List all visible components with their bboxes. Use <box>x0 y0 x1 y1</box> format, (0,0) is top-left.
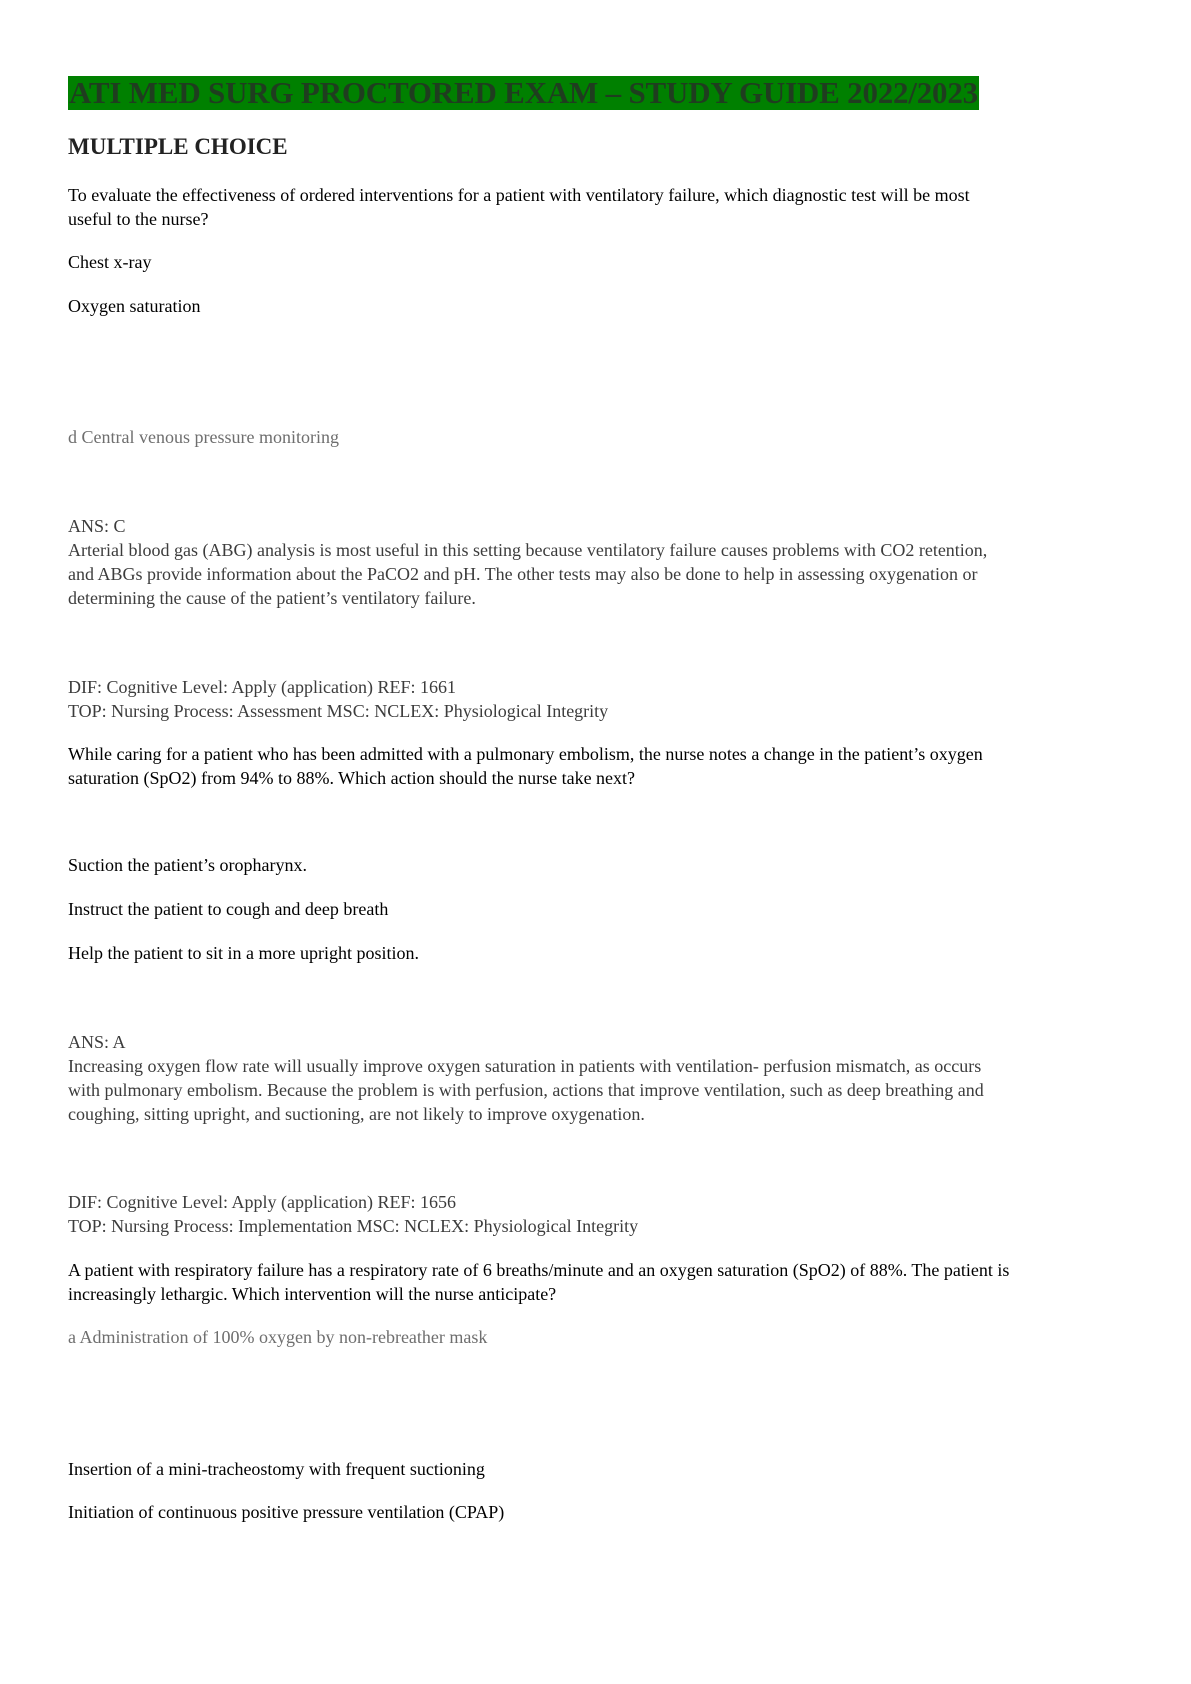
question-1-rationale-line-1: Arterial blood gas (ABG) analysis is most useful in this setting because ventilatory failure causes problems with CO2 retention, <box>68 540 988 560</box>
question-1-option-3: d Central venous pressure monitoring <box>68 427 339 447</box>
question-3-option-2: Insertion of a mini-tracheostomy with frequent suctioning <box>68 1459 485 1479</box>
question-1-option-2: Oxygen saturation <box>68 296 201 316</box>
question-2-option-3: Help the patient to sit in a more upright position. <box>68 943 419 963</box>
question-2-meta-line-1: DIF: Cognitive Level: Apply (application) REF: 1656 <box>68 1192 456 1212</box>
question-2-answer: ANS: A <box>68 1032 126 1052</box>
section-heading: MULTIPLE CHOICE <box>68 134 288 159</box>
question-1-rationale-line-2: and ABGs provide information about the PaCO2 and pH. The other tests may also be done to help in assessing oxygenation or <box>68 564 978 584</box>
question-3-stem-line-1: A patient with respiratory failure has a respiratory rate of 6 breaths/minute and an oxygen saturation (SpO2) of 88%. The patient is <box>68 1260 1010 1280</box>
question-3-stem-line-2: increasingly lethargic. Which intervention will the nurse anticipate? <box>68 1284 557 1304</box>
question-1-meta-line-1: DIF: Cognitive Level: Apply (application) REF: 1661 <box>68 677 456 697</box>
question-1-option-1: Chest x-ray <box>68 252 152 272</box>
question-2-stem-line-1: While caring for a patient who has been admitted with a pulmonary embolism, the nurse notes a change in the patient’s oxygen <box>68 744 983 764</box>
question-2-option-2: Instruct the patient to cough and deep breath <box>68 899 389 919</box>
question-2-meta-line-2: TOP: Nursing Process: Implementation MSC: NCLEX: Physiological Integrity <box>68 1216 639 1236</box>
question-2-rationale-line-3: coughing, sitting upright, and suctioning, are not likely to improve oxygenation. <box>68 1104 645 1124</box>
question-2-rationale-line-2: with pulmonary embolism. Because the problem is with perfusion, actions that improve ventilation, such as deep breathing and <box>68 1080 984 1100</box>
question-1-meta-line-2: TOP: Nursing Process: Assessment MSC: NCLEX: Physiological Integrity <box>68 701 609 721</box>
question-1-stem-line-1: To evaluate the effectiveness of ordered interventions for a patient with ventilatory failure, which diagnostic test will be most <box>68 185 970 205</box>
question-1-stem-line-2: useful to the nurse? <box>68 209 209 229</box>
question-1-answer: ANS: C <box>68 516 126 536</box>
document-title: ATI MED SURG PROCTORED EXAM – STUDY GUIDE 2022/2023 <box>69 75 978 110</box>
question-1-rationale-line-3: determining the cause of the patient’s ventilatory failure. <box>68 588 476 608</box>
question-2-stem-line-2: saturation (SpO2) from 94% to 88%. Which action should the nurse take next? <box>68 768 636 788</box>
question-3-option-1: a Administration of 100% oxygen by non-rebreather mask <box>68 1327 488 1347</box>
question-2-rationale-line-1: Increasing oxygen flow rate will usually improve oxygen saturation in patients with ventilation- perfusion mismatch, as occurs <box>68 1056 982 1076</box>
question-2-option-1: Suction the patient’s oropharynx. <box>68 855 307 875</box>
question-3-option-3: Initiation of continuous positive pressure ventilation (CPAP) <box>68 1502 505 1522</box>
